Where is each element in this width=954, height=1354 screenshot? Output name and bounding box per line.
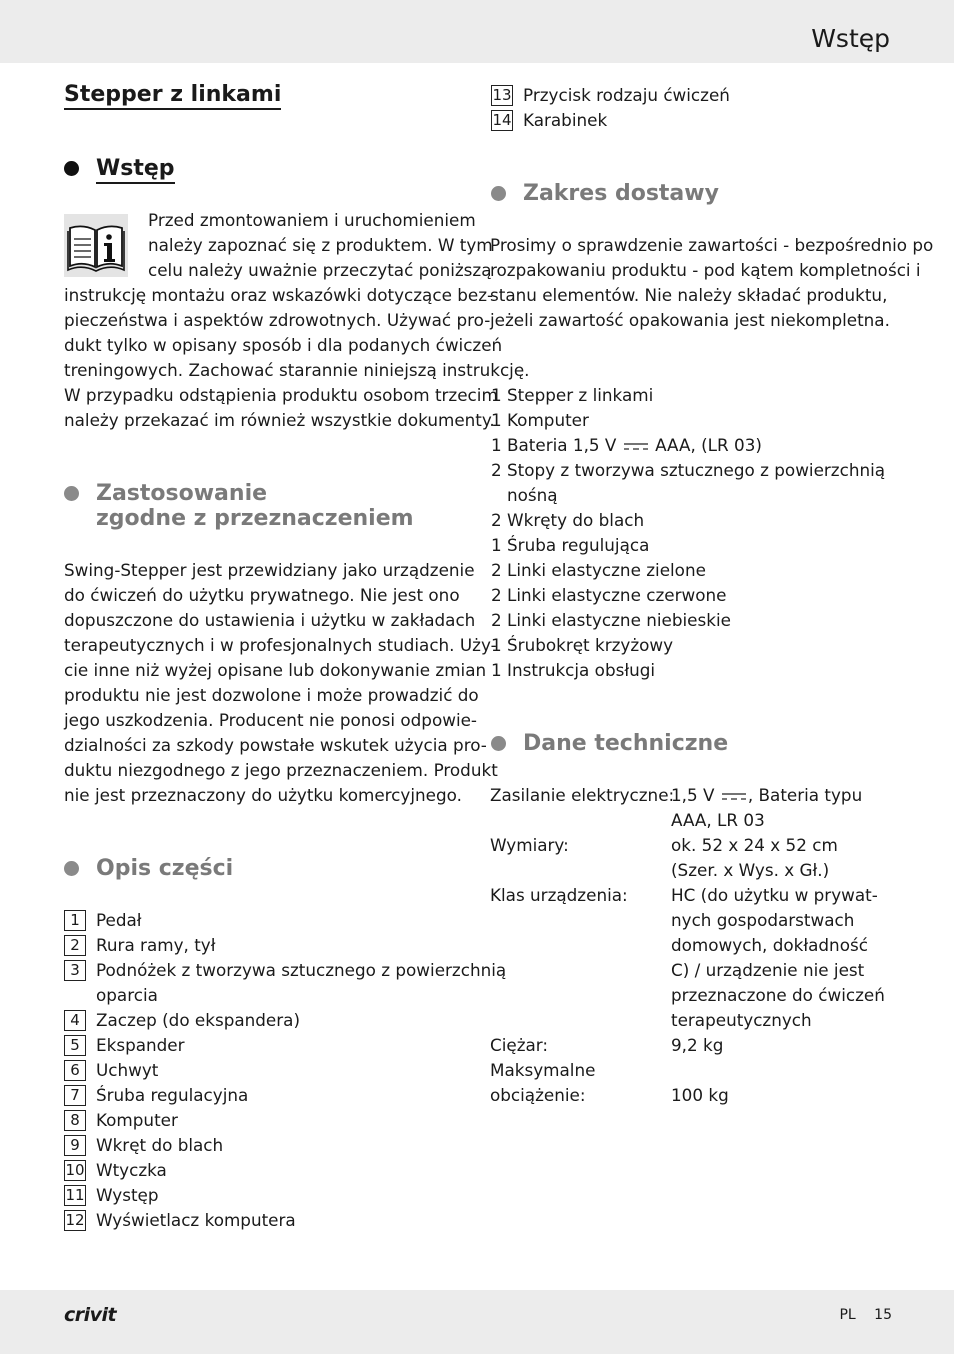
part-number: 4 [64, 1010, 86, 1031]
bullet-icon [64, 486, 79, 501]
delivery-item: 1 Śrubokręt krzyżowy [491, 635, 674, 655]
usage-line: cie inne niż wyżej opisane lub dokonywanie zmian [64, 660, 487, 680]
delivery-line: jeżeli zawartość opakowania jest niekompletna. [490, 310, 890, 330]
part-label: Uchwyt [96, 1060, 159, 1080]
usage-line: nie jest przeznaczony do użytku komercyjnego. [64, 785, 462, 805]
battery-label: 1 Bateria 1,5 V [491, 435, 617, 455]
parts-heading: Opis części [96, 856, 234, 881]
dc-symbol-icon [722, 792, 746, 801]
intro-line: treningowych. Zachować starannie niniejszą instrukcję. [64, 360, 530, 380]
header-title: Wstęp [811, 24, 890, 53]
part-label: Podnóżek z tworzywa sztucznego z powierzchnią [96, 960, 507, 980]
delivery-item: 2 Wkręty do blach [491, 510, 645, 530]
product-title: Stepper z linkami [64, 82, 281, 110]
dc-symbol-icon [624, 442, 648, 451]
part-number: 9 [64, 1135, 86, 1156]
page-header [0, 0, 954, 63]
tech-value-class: C) / urządzenie nie jest [671, 960, 865, 980]
part-label: Przycisk rodzaju ćwiczeń [523, 85, 730, 105]
delivery-line: stanu elementów. Nie należy składać produktu, [490, 285, 888, 305]
delivery-line: Prosimy o sprawdzenie zawartości - bezpośrednio po [490, 235, 934, 255]
power-voltage: 1,5 V [671, 785, 715, 805]
usage-line: dopuszczone do ustawienia i użytku w zakładach [64, 610, 476, 630]
tech-value-class: nych gospodarstwach [671, 910, 855, 930]
part-label: Zaczep (do ekspandera) [96, 1010, 300, 1030]
bullet-icon [491, 186, 506, 201]
delivery-item: 2 Stopy z tworzywa sztucznego z powierzchnią [491, 460, 886, 480]
page-number: 15 [874, 1307, 892, 1323]
bullet-icon [64, 161, 79, 176]
part-label: Komputer [96, 1110, 178, 1130]
bullet-icon [491, 736, 506, 751]
usage-heading: Zastosowanie [96, 481, 268, 506]
part-label: Występ [96, 1185, 159, 1205]
intro-line: Przed zmontowaniem i uruchomieniem [148, 210, 476, 230]
delivery-item: 1 Stepper z linkami [491, 385, 654, 405]
part-number: 12 [65, 1211, 85, 1229]
part-label: Wyświetlacz komputera [96, 1210, 296, 1230]
delivery-heading: Zakres dostawy [523, 181, 719, 206]
tech-label-max-load: Maksymalne [490, 1060, 596, 1080]
intro-line: należy przekazać im również wszystkie dokumenty. [64, 410, 495, 430]
page-footer [0, 1290, 954, 1354]
tech-value-dimensions-2: (Szer. x Wys. x Gł.) [671, 860, 830, 880]
tech-label-class: Klas urządzenia: [490, 885, 628, 905]
delivery-item: 1 Instrukcja obsługi [491, 660, 656, 680]
tech-value-power [671, 783, 862, 808]
delivery-item: 1 Śruba regulująca [491, 535, 650, 555]
part-number: 13 [492, 86, 512, 104]
part-number: 11 [65, 1186, 85, 1204]
part-number: 7 [64, 1085, 86, 1106]
part-label: Ekspander [96, 1035, 185, 1055]
intro-line: celu należy uważnie przeczytać poniższą [148, 260, 492, 280]
delivery-line: rozpakowaniu produktu - pod kątem kompletności i [490, 260, 921, 280]
usage-line: produktu nie jest dozwolone i może prowadzić do [64, 685, 479, 705]
delivery-item: 1 Komputer [491, 410, 589, 430]
part-number: 10 [65, 1161, 85, 1179]
power-battery: , Bateria typu [747, 785, 863, 805]
tech-value-max-load: 100 kg [671, 1085, 729, 1105]
tech-heading: Dane techniczne [523, 731, 729, 756]
intro-line: należy zapoznać się z produktem. W tym [148, 235, 493, 255]
battery-type: AAA, (LR 03) [655, 435, 762, 455]
part-label: Wtyczka [96, 1160, 167, 1180]
part-label: Rura ramy, tył [96, 935, 216, 955]
usage-line: terapeutycznych i w profesjonalnych studiach. Uży- [64, 635, 497, 655]
tech-value-weight: 9,2 kg [671, 1035, 724, 1055]
part-label: Karabinek [523, 110, 608, 130]
brand-logo: crivit [64, 1304, 117, 1326]
tech-value-power-2: AAA, LR 03 [671, 810, 765, 830]
intro-line: pieczeństwa i aspektów zdrowotnych. Używać pro- [64, 310, 491, 330]
part-label: oparcia [96, 985, 158, 1005]
tech-value-dimensions: ok. 52 x 24 x 52 cm [671, 835, 838, 855]
tech-label-max-load-2: obciążenie: [490, 1085, 586, 1105]
intro-line: W przypadku odstąpienia produktu osobom trzecim [64, 385, 498, 405]
intro-heading: Wstęp [96, 156, 175, 184]
page-info [825, 1307, 892, 1323]
part-number: 6 [64, 1060, 86, 1081]
part-number: 5 [64, 1035, 86, 1056]
info-book-icon [64, 214, 128, 277]
tech-value-class: HC (do użytku w prywat- [671, 885, 878, 905]
tech-value-class: przeznaczone do ćwiczeń [671, 985, 885, 1005]
language-code: PL [839, 1307, 856, 1323]
usage-line: dzialności za szkody powstałe wskutek użycia pro- [64, 735, 487, 755]
bullet-icon [64, 861, 79, 876]
delivery-item: nośną [507, 485, 558, 505]
part-label: Śruba regulacyjna [96, 1085, 249, 1105]
part-label: Pedał [96, 910, 142, 930]
tech-label-power: Zasilanie elektryczne: [490, 785, 675, 805]
usage-line: do ćwiczeń do użytku prywatnego. Nie jest ono [64, 585, 460, 605]
delivery-item: 2 Linki elastyczne niebieskie [491, 610, 731, 630]
usage-line: Swing-Stepper jest przewidziany jako urządzenie [64, 560, 475, 580]
intro-line: instrukcję montażu oraz wskazówki dotyczące bez- [64, 285, 494, 305]
intro-line: dukt tylko w opisany sposób i dla podanych ćwiczeń [64, 335, 503, 355]
part-number: 8 [64, 1110, 86, 1131]
part-number: 2 [64, 935, 86, 956]
part-number: 3 [64, 960, 86, 981]
tech-value-class: terapeutycznych [671, 1010, 812, 1030]
delivery-item-battery [491, 433, 762, 458]
part-label: Wkręt do blach [96, 1135, 224, 1155]
usage-line: duktu niezgodnego z jego przeznaczeniem. Produkt [64, 760, 498, 780]
tech-label-dimensions: Wymiary: [490, 835, 569, 855]
usage-heading: zgodne z przeznaczeniem [96, 506, 414, 531]
part-number: 14 [492, 111, 512, 129]
part-number: 1 [64, 910, 86, 931]
tech-label-weight: Ciężar: [490, 1035, 549, 1055]
delivery-item: 2 Linki elastyczne zielone [491, 560, 706, 580]
delivery-item: 2 Linki elastyczne czerwone [491, 585, 727, 605]
tech-value-class: domowych, dokładność [671, 935, 868, 955]
usage-line: jego uszkodzenia. Producent nie ponosi odpowie- [64, 710, 477, 730]
